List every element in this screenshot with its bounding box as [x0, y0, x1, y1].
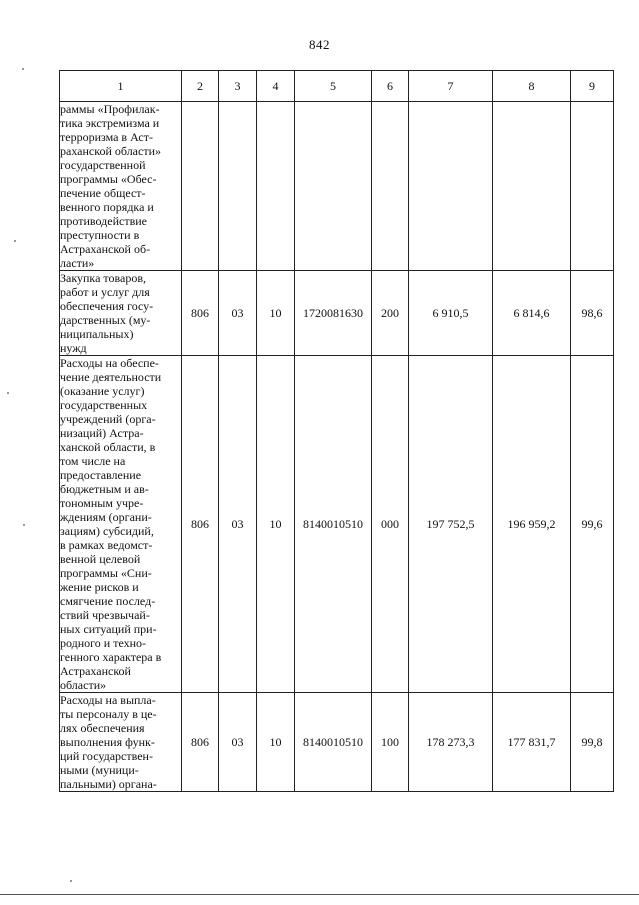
table-row	[60, 102, 614, 271]
row-description: Расходы на выпла- ты персоналу в це- лях обеспечения выполнения функ- ций государствен- ными (муници- пальными) органа-	[60, 693, 182, 792]
cell-department: 806	[182, 356, 219, 693]
cell-subsection	[257, 102, 295, 271]
cell-planned: 6 910,5	[409, 271, 493, 356]
cell-target-item: 8140010510	[295, 356, 372, 693]
column-header: 6	[372, 71, 409, 102]
cell-target-item: 8140010510	[295, 693, 372, 792]
cell-subsection: 10	[257, 271, 295, 356]
scan-speck	[14, 240, 16, 242]
cell-target-item: 1720081630	[295, 271, 372, 356]
cell-executed: 6 814,6	[493, 271, 571, 356]
cell-percent: 98,6	[571, 271, 614, 356]
cell-section	[219, 102, 257, 271]
cell-expense-type	[372, 102, 409, 271]
row-description: Расходы на обеспе- чение деятельности (оказание услуг) государственных учреждений (орга- низаций) Астра- ханской области, в том числе на предоставление бюджетным и ав- тономным учре- ждениям (органи- зациям) субсидий, в рамках ведомст- венной целевой программы «Сни- жение рисков и смягчение послед- ствий чрезвычай- ных ситуаций при- родного и техно- генного характера в Астраханской области»	[60, 356, 182, 693]
cell-percent: 99,8	[571, 693, 614, 792]
column-header: 9	[571, 71, 614, 102]
budget-table	[59, 70, 614, 792]
cell-expense-type: 100	[372, 693, 409, 792]
column-header: 8	[493, 71, 571, 102]
table-row	[60, 356, 614, 693]
cell-section: 03	[219, 356, 257, 693]
scan-speck	[23, 524, 25, 526]
column-header: 4	[257, 71, 295, 102]
cell-section: 03	[219, 271, 257, 356]
scan-speck	[7, 392, 9, 394]
cell-executed: 177 831,7	[493, 693, 571, 792]
cell-department: 806	[182, 271, 219, 356]
cell-planned: 178 273,3	[409, 693, 493, 792]
cell-department	[182, 102, 219, 271]
table-header-row	[60, 71, 614, 102]
column-header: 7	[409, 71, 493, 102]
page-number: 842	[309, 37, 330, 52]
cell-planned: 197 752,5	[409, 356, 493, 693]
column-header: 5	[295, 71, 372, 102]
scan-bottom-edge	[0, 894, 639, 895]
table-row	[60, 693, 614, 792]
cell-subsection: 10	[257, 356, 295, 693]
cell-subsection: 10	[257, 693, 295, 792]
cell-target-item	[295, 102, 372, 271]
column-header: 1	[60, 71, 182, 102]
cell-percent	[571, 102, 614, 271]
scan-speck	[70, 880, 72, 882]
column-header: 2	[182, 71, 219, 102]
cell-planned	[409, 102, 493, 271]
row-description: Закупка товаров, работ и услуг для обеспечения госу- дарственных (му- ниципальных) нужд	[60, 271, 182, 356]
table-row	[60, 271, 614, 356]
row-description: раммы «Профилак- тика экстремизма и терроризма в Аст- раханской области» государственной программы «Обес- печение общест- венного порядка и противодействие преступности в Астраханской об- ласти»	[60, 102, 182, 271]
cell-expense-type: 200	[372, 271, 409, 356]
cell-executed	[493, 102, 571, 271]
cell-department: 806	[182, 693, 219, 792]
cell-section: 03	[219, 693, 257, 792]
cell-expense-type: 000	[372, 356, 409, 693]
column-header: 3	[219, 71, 257, 102]
cell-executed: 196 959,2	[493, 356, 571, 693]
cell-percent: 99,6	[571, 356, 614, 693]
scan-speck	[22, 68, 24, 70]
